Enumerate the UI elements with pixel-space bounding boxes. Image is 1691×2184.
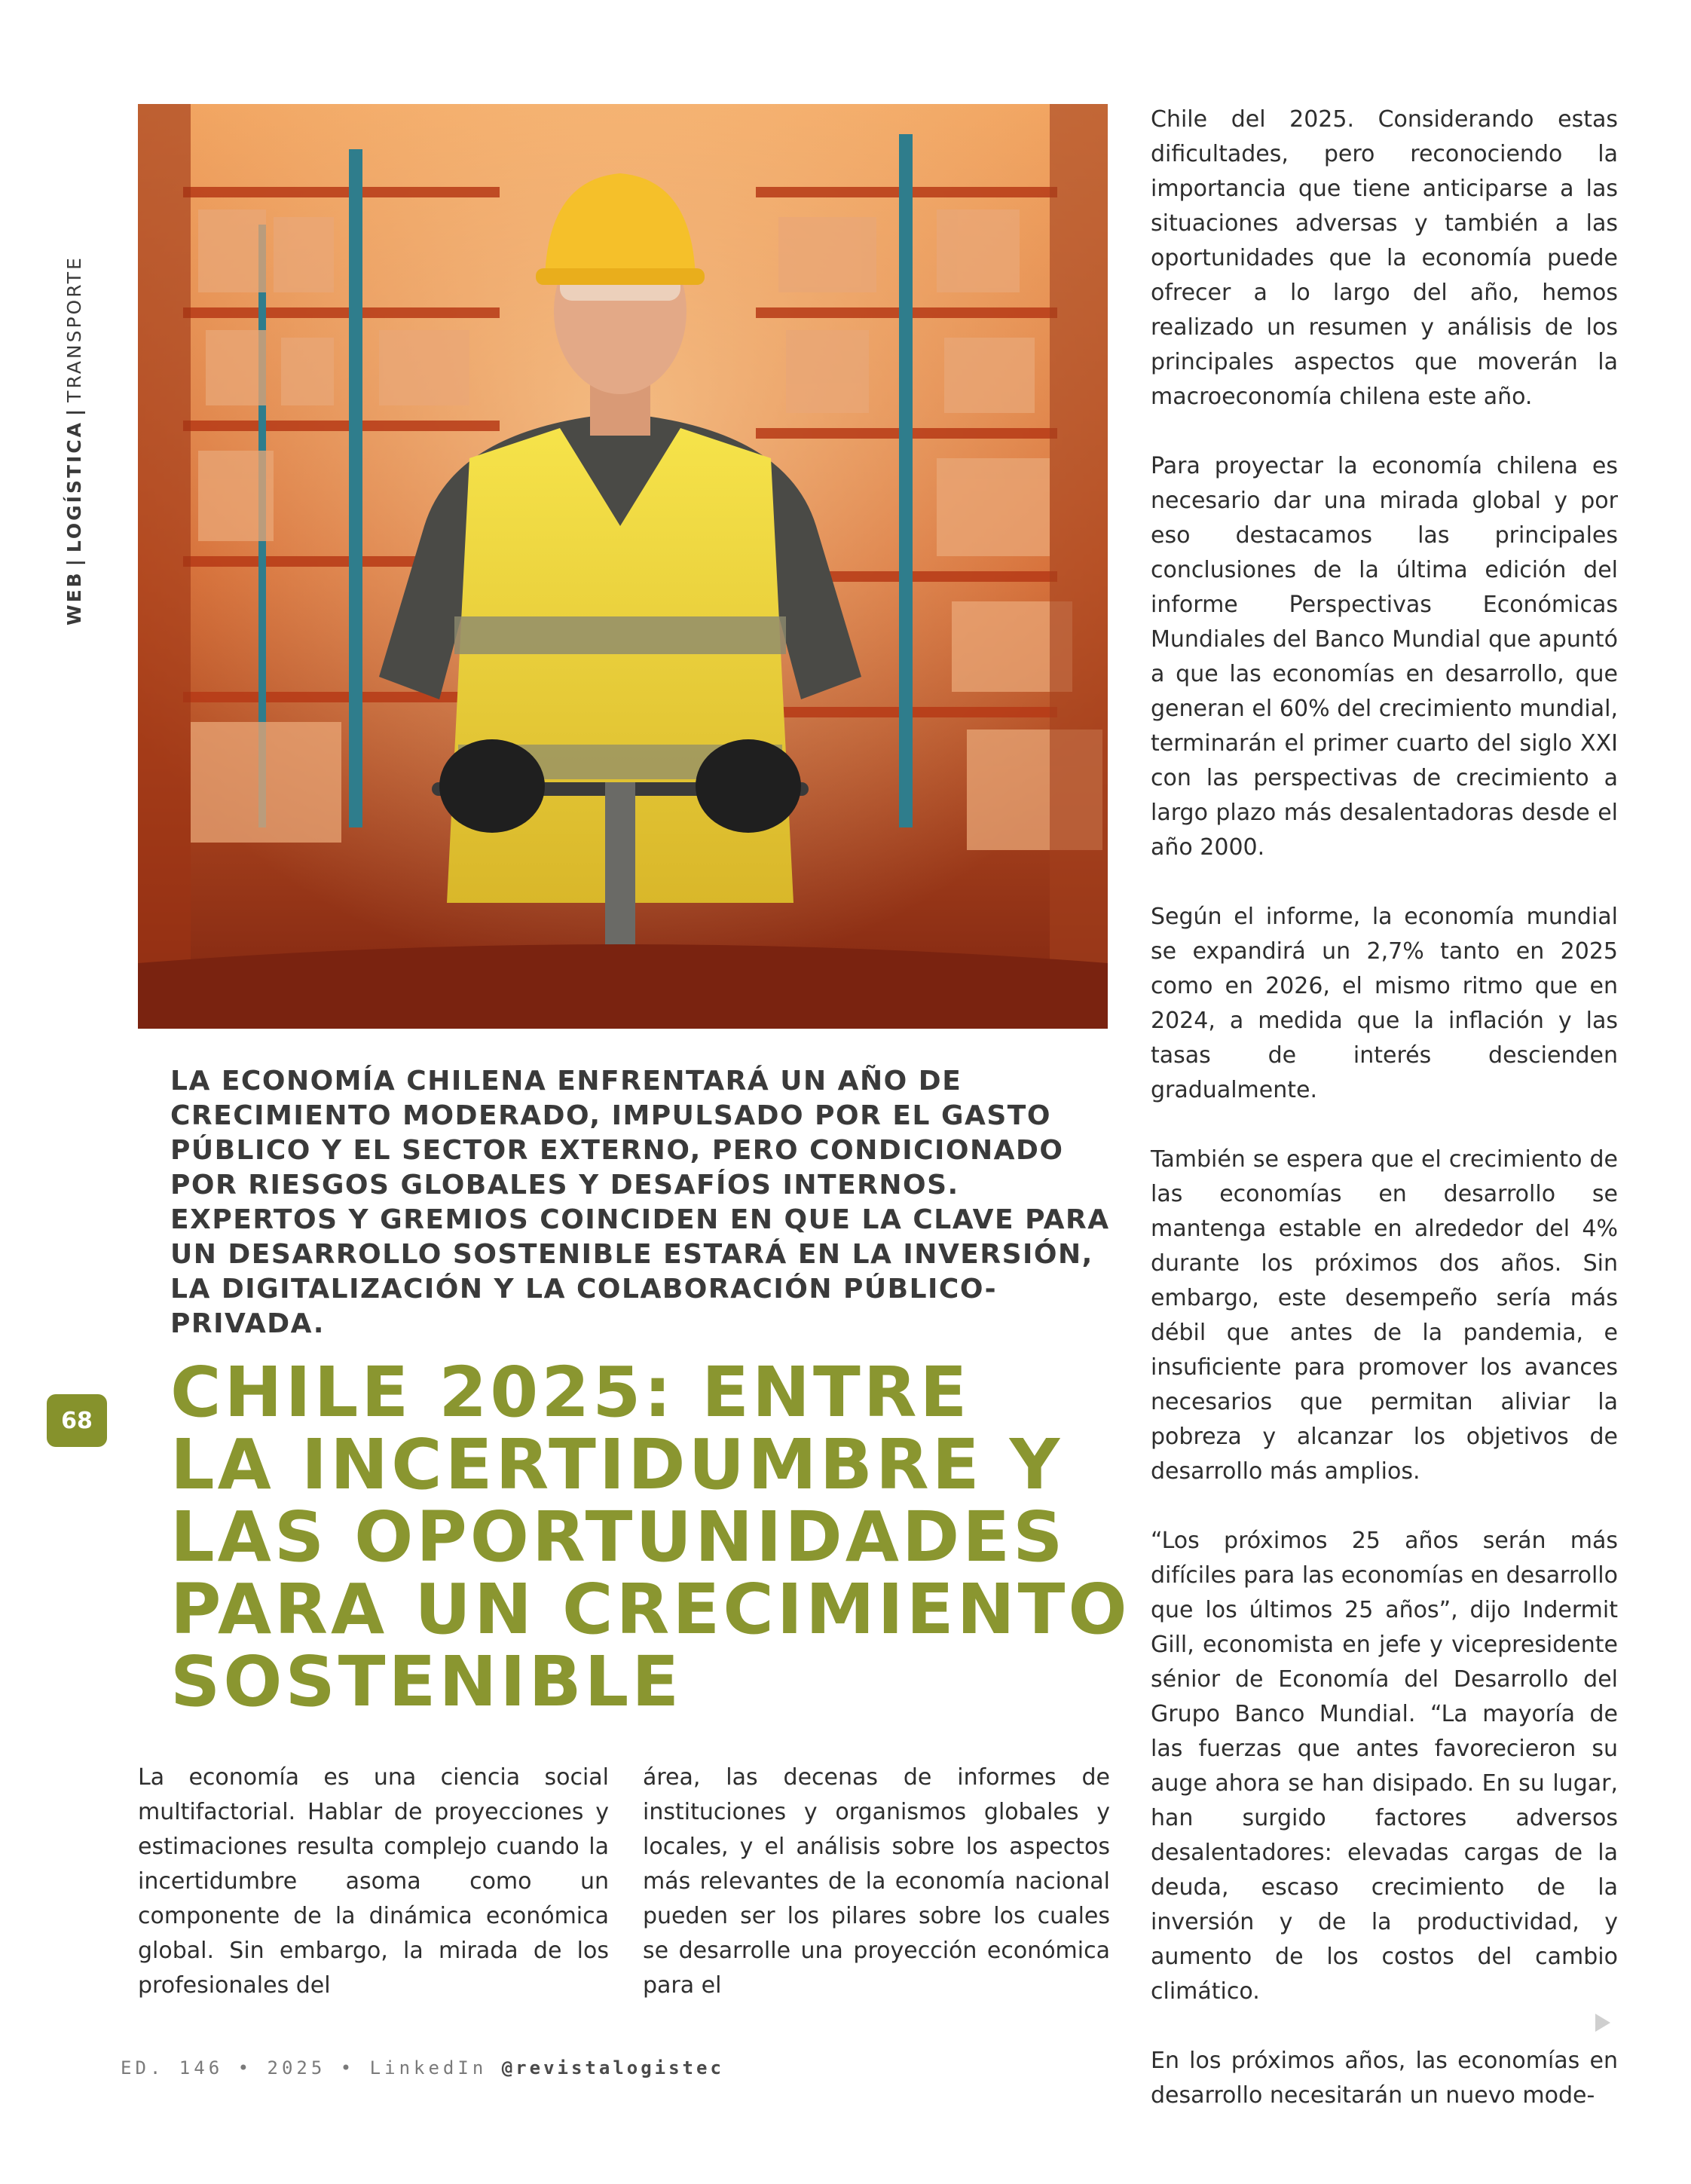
footer-network: LinkedIn: [369, 2057, 488, 2078]
body-paragraph: Chile del 2025. Considerando estas dificultades, pero reconociendo la importancia que tiene anticiparse a las situaciones adversas y también a las oportunidades que la economía puede ofrecer a lo largo del año, hemos realizado un resumen y análisis de los principales aspectos que moverán la macroeconomía chilena este año.: [1151, 106, 1618, 410]
body-paragraph: La economía es una ciencia social multifactorial. Hablar de proyecciones y estimaciones resulta complejo cuando la incertidumbre asoma como un componente de la dinámica económica global. Sin embargo, la mirada de los profesionales del: [138, 1764, 609, 1999]
footer-handle[interactable]: @revistalogistec: [501, 2057, 724, 2078]
headline-line: SOSTENIBLE: [170, 1641, 683, 1722]
body-column-3: [1151, 102, 1618, 2113]
body-paragraph: También se espera que el crecimiento de las economías en desarrollo se mantenga estable en alrededor del 4% durante los próximos dos años. Sin embargo, este desempeño sería más débil que antes de la pandemia, e insuficiente para promover los avances necesarios que permitan aliviar la pobreza y alcanzar los objetivos de desarrollo más amplios.: [1151, 1146, 1618, 1485]
photo-illustration: [138, 104, 1108, 1029]
footer-bullet: •: [340, 2057, 356, 2078]
section-separator: |: [63, 557, 85, 567]
next-page-arrow-icon[interactable]: [1595, 2014, 1610, 2032]
page-number-badge: 68: [47, 1394, 107, 1447]
section-separator-2: |: [63, 406, 85, 416]
body-column-1: [138, 1760, 609, 2003]
lead-paragraph: LA ECONOMÍA CHILENA ENFRENTARÁ UN AÑO DE CRECIMIENTO MODERADO, IMPULSADO POR EL GASTO PÚBLICO Y EL SECTOR EXTERNO, PERO CONDICIONADO POR RIESGOS GLOBALES Y DESAFÍOS INTERNOS. EXPERTOS Y GREMIOS COINCIDEN EN QUE LA CLAVE PARA UN DESARROLLO SOSTENIBLE ESTARÁ EN LA INVERSIÓN, LA DIGITALIZACIÓN Y LA COLABORACIÓN PÚBLICO-PRIVADA.: [170, 1066, 1110, 1339]
footer-year: 2025: [267, 2057, 326, 2078]
section-logistica: LOGÍSTICA: [63, 420, 85, 553]
article-headline: [170, 1352, 1135, 1722]
body-paragraph: Según el informe, la economía mundial se expandirá un 2,7% tanto en 2025 como en 2026, el mismo ritmo que en 2024, a medida que la inflación y las tasas de interés descienden gradualmente.: [1151, 904, 1618, 1103]
body-paragraph: En los próximos años, las economías en desarrollo necesitarán un nuevo mode-: [1151, 2048, 1618, 2109]
footer-bullet: •: [237, 2057, 253, 2078]
body-paragraph: Para proyectar la economía chilena es necesario dar una mirada global y por eso destacamos las principales conclusiones de la última edición del informe Perspectivas Económicas Mundiales del Banco Mundial que apuntó a que las economías en desarrollo, que generan el 60% del crecimiento mundial, terminarán el primer cuarto del siglo XXI con las perspectivas de crecimiento a largo plazo más desalentadoras desde el año 2000.: [1151, 453, 1618, 861]
body-column-2: [643, 1760, 1110, 2003]
section-label: [63, 255, 93, 626]
section-transporte: TRANSPORTE: [63, 255, 85, 402]
footer-edition: ED. 146: [121, 2057, 224, 2078]
headline-line: PARA UN CRECIMIENTO: [170, 1569, 1130, 1650]
headline-line: CHILE 2025: ENTRE: [170, 1352, 971, 1433]
headline-line: LA INCERTIDUMBRE Y: [170, 1424, 1063, 1505]
section-web: WEB: [63, 570, 85, 626]
warehouse-worker-photo: [138, 104, 1108, 1029]
body-paragraph: área, las decenas de informes de instituciones y organismos globales y locales, y el análisis sobre los aspectos más relevantes de la economía nacional pueden ser los pilares sobre los cuales se desarrolle una proyección económica para el: [643, 1764, 1110, 1999]
headline-line: LAS OPORTUNIDADES: [170, 1497, 1066, 1577]
body-paragraph: “Los próximos 25 años serán más difíciles para las economías en desarrollo que los últimos 25 años”, dijo Indermit Gill, economista en jefe y vicepresidente sénior de Economía del Desarrollo del Grupo Banco Mundial. “La mayoría de las fuerzas que antes favorecieron su auge ahora se han disipado. En su lugar, han surgido factores adversos desalentadores: elevadas cargas de la deuda, escaso crecimiento de la inversión y de la productividad, y aumento de los costos del cambio climático.: [1151, 1528, 1618, 2005]
page-footer: [121, 2057, 724, 2078]
